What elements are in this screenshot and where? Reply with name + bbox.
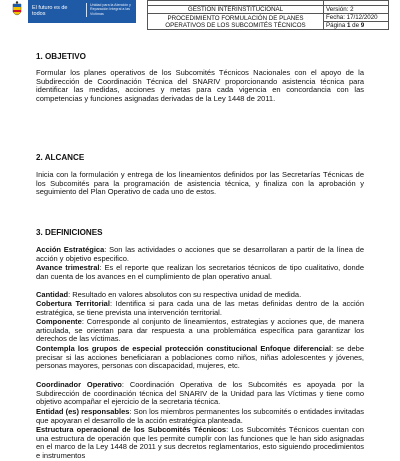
definition-text: : Los Subcomités Técnicos cuentan con una estructura de operación que les permite cumplir con las funciones que le han sido asignadas en el marco de la Ley 1448 de 2011 y sus decretos reglamentarios, esto siguiendo procedimientos e instrumentos: [36, 425, 365, 461]
definition-text: : Identifica si para cada una de las metas definidas dentro de la acción estratégica, se tiene prevista una intervención territorial.: [36, 299, 365, 317]
section-heading-objetivo: 1. OBJETIVO: [36, 52, 86, 61]
coat-of-arms-icon: [12, 1, 22, 19]
document-meta-table: [147, 0, 389, 30]
definition-term: Contempla los grupos de especial protección constitucional Enfoque diferencial: [36, 344, 332, 353]
definition-term: Estructura operacional de los Subcomités Técnicos: [36, 425, 227, 434]
page-prefix: Página: [326, 22, 347, 29]
definition-item: [36, 345, 364, 371]
objetivo-paragraph: Formular los planes operativos de los Subcomités Técnicos Nacionales con el apoyo de la Subdirección de Coordinación Técnica del SNARIV proporcionando asistencia técnica para identificar las medidas, acciones y metas para cada vigencia en concordancia con las competencias y funciones asignadas derivadas de la Ley 1448 de 2011.: [36, 68, 364, 104]
definition-item: [36, 300, 364, 317]
page-number: [324, 22, 389, 30]
definition-text: : Son las actividades o acciones que se desarrollaran a partir de la línea de acción y objetivo especifico.: [36, 245, 365, 263]
section-heading-definiciones: 3. DEFINICIONES: [36, 228, 103, 237]
logo-block: [0, 0, 137, 23]
definition-term: Acción Estratégica: [36, 245, 105, 254]
document-header: [0, 0, 400, 33]
page-sep: de: [350, 22, 361, 29]
definition-text: : Resultado en valores absolutos con su respectiva unidad de medida.: [68, 290, 302, 299]
version-label: Versión: 2: [324, 6, 389, 14]
definition-item: [36, 318, 364, 344]
org-label: GESTION INTERINSTITUCIONAL: [148, 6, 324, 14]
brand-text: El futuro es de todos: [32, 5, 68, 17]
document-title: PROCEDIMIENTO FORMULACIÓN DE PLANES OPERATIVOS DE LOS SUBCOMITÉS TÉCNICOS: [148, 14, 324, 30]
definition-item: [36, 426, 364, 461]
brand-band: [28, 0, 136, 23]
section-heading-alcance: 2. ALCANCE: [36, 153, 85, 162]
definition-term: Componente: [36, 317, 82, 326]
definition-term: Avance trimestral: [36, 263, 100, 272]
definition-item: [36, 381, 364, 407]
definition-term: Entidad (es) responsables: [36, 407, 130, 416]
definition-term: Coordinador Operativo: [36, 380, 122, 389]
definition-term: Cobertura Territorial: [36, 299, 110, 308]
tagline-text: Unidad para la Atención y Reparación Integral a las Víctimas: [90, 3, 131, 16]
definition-text: : Corresponde al conjunto de lineamientos, estrategias y acciones que, de manera articulada, se orientan para dar respuesta a una problemática específica para garantizar los derechos de las víctimas.: [36, 317, 364, 344]
definition-item: [36, 264, 364, 281]
definition-term: Cantidad: [36, 290, 69, 299]
date-label: Fecha: 17/12/2020: [324, 14, 389, 22]
page-total: 9: [360, 22, 365, 29]
definition-text: : Es el reporte que realizan los secretarios técnicos de tipo cualitativo, donde dan cuenta de los avances en el cumplimiento de plan operativo anual.: [36, 263, 365, 281]
alcance-paragraph: Inicia con la formulación y entrega de los lineamientos definidos por las Secretarías Técnicas de los Subcomités para la programación de asistencia técnica, y finaliza con la aprobación y seguimiento del Plan Operativo de cada uno de estos.: [36, 170, 364, 197]
definition-item: [36, 246, 364, 263]
definition-text: : se debe precisar si las acciones beneficiaran a poblaciones como niños, niñas adolescentes y jóvenes, personas mayores, personas con discapacidad, mujeres, etc.: [36, 344, 365, 371]
definition-item: [36, 408, 364, 425]
definition-text: : Son los miembros permanentes los subcomités o entidades invitadas que apoyaran el desarrollo de la acción estratégica planteada.: [36, 407, 364, 425]
brand-divider: [86, 3, 87, 17]
page-current: 1: [347, 22, 351, 29]
definition-text: : Coordinación Operativa de los Subcomités es apoyada por la Subdirección de coordinación técnica del SNARIV de la Unidad para las Víctimas y tiene como objetivo acompañar el ejercicio de la secretaria técnica.: [36, 380, 365, 407]
